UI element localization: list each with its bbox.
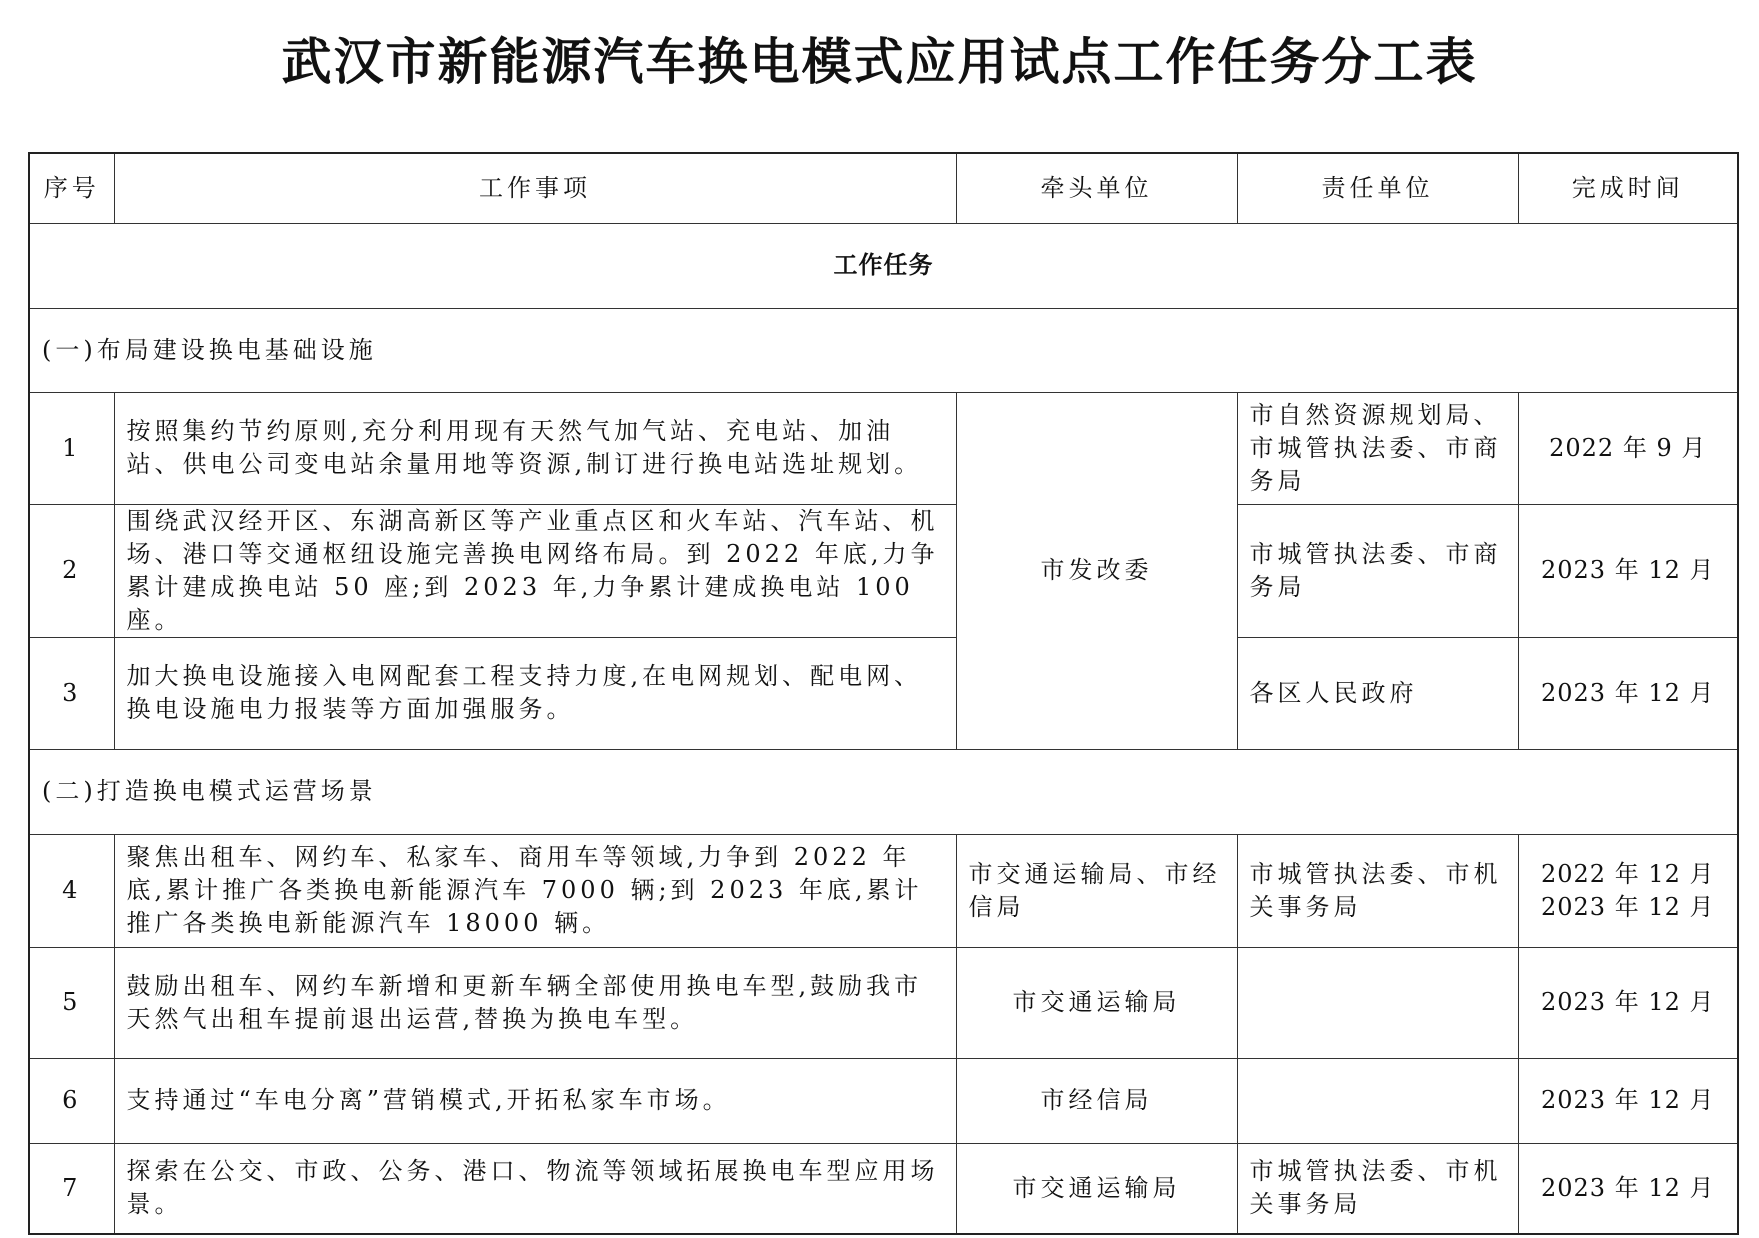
header-task: 工作事项 [114, 153, 956, 223]
row-resp: 市自然资源规划局、市城管执法委、市商务局 [1237, 392, 1518, 504]
table-row [29, 637, 1738, 749]
row-time: 2023 年 12 月 [1518, 504, 1738, 637]
row-no: 6 [29, 1058, 114, 1143]
row-task: 聚焦出租车、网约车、私家车、商用车等领域,力争到 2022 年底,累计推广各类换电新能源汽车 7000 辆;到 2023 年底,累计推广各类换电新能源汽车 18000 辆。 [114, 834, 956, 947]
header-time: 完成时间 [1518, 153, 1738, 223]
row-time: 2023 年 12 月 [1518, 1058, 1738, 1143]
row-no: 3 [29, 637, 114, 749]
row-time-2: 2023 年 12 月 [1540, 892, 1715, 921]
header-no: 序号 [29, 153, 114, 223]
row-resp [1237, 947, 1518, 1058]
group-label: (一)布局建设换电基础设施 [29, 308, 1738, 392]
row-task: 按照集约节约原则,充分利用现有天然气加气站、充电站、加油站、供电公司变电站余量用地等资源,制订进行换电站选址规划。 [114, 392, 956, 504]
row-lead: 市发改委 [956, 392, 1237, 749]
row-no: 2 [29, 504, 114, 637]
row-time: 2023 年 12 月 [1518, 947, 1738, 1058]
row-time: 2023 年 12 月 [1518, 637, 1738, 749]
header-resp: 责任单位 [1237, 153, 1518, 223]
document-title: 武汉市新能源汽车换电模式应用试点工作任务分工表 [281, 32, 1478, 91]
row-resp [1237, 1058, 1518, 1143]
row-lead: 市交通运输局 [956, 1143, 1237, 1234]
row-task: 加大换电设施接入电网配套工程支持力度,在电网规划、配电网、换电设施电力报装等方面加强服务。 [114, 637, 956, 749]
row-lead: 市交通运输局、市经信局 [956, 834, 1237, 947]
row-no: 5 [29, 947, 114, 1058]
row-task: 探索在公交、市政、公务、港口、物流等领域拓展换电车型应用场景。 [114, 1143, 956, 1234]
section-title: 工作任务 [29, 223, 1738, 308]
row-time: 2022 年 9 月 [1518, 392, 1738, 504]
task-table [28, 152, 1739, 1235]
header-row [29, 153, 1738, 223]
row-task: 鼓励出租车、网约车新增和更新车辆全部使用换电车型,鼓励我市天然气出租车提前退出运营,替换为换电车型。 [114, 947, 956, 1058]
table-row [29, 1143, 1738, 1234]
table-row [29, 834, 1738, 947]
table-row [29, 504, 1738, 637]
table-row [29, 947, 1738, 1058]
row-task: 支持通过“车电分离”营销模式,开拓私家车市场。 [114, 1058, 956, 1143]
row-time: 2023 年 12 月 [1518, 1143, 1738, 1234]
row-resp: 市城管执法委、市商务局 [1237, 504, 1518, 637]
row-lead: 市交通运输局 [956, 947, 1237, 1058]
row-task: 围绕武汉经开区、东湖高新区等产业重点区和火车站、汽车站、机场、港口等交通枢纽设施完善换电网络布局。到 2022 年底,力争累计建成换电站 50 座;到 2023 年,力争累计建成换电站 100 座。 [114, 504, 956, 637]
row-time-1: 2022 年 12 月 [1540, 859, 1715, 888]
row-no: 4 [29, 834, 114, 947]
header-lead: 牵头单位 [956, 153, 1237, 223]
row-no: 1 [29, 392, 114, 504]
row-resp: 各区人民政府 [1237, 637, 1518, 749]
row-resp: 市城管执法委、市机关事务局 [1237, 1143, 1518, 1234]
row-no: 7 [29, 1143, 114, 1234]
group-label: (二)打造换电模式运营场景 [29, 749, 1738, 834]
row-resp: 市城管执法委、市机关事务局 [1237, 834, 1518, 947]
row-lead: 市经信局 [956, 1058, 1237, 1143]
table-row [29, 1058, 1738, 1143]
table-row [29, 392, 1738, 504]
row-time [1518, 834, 1738, 947]
